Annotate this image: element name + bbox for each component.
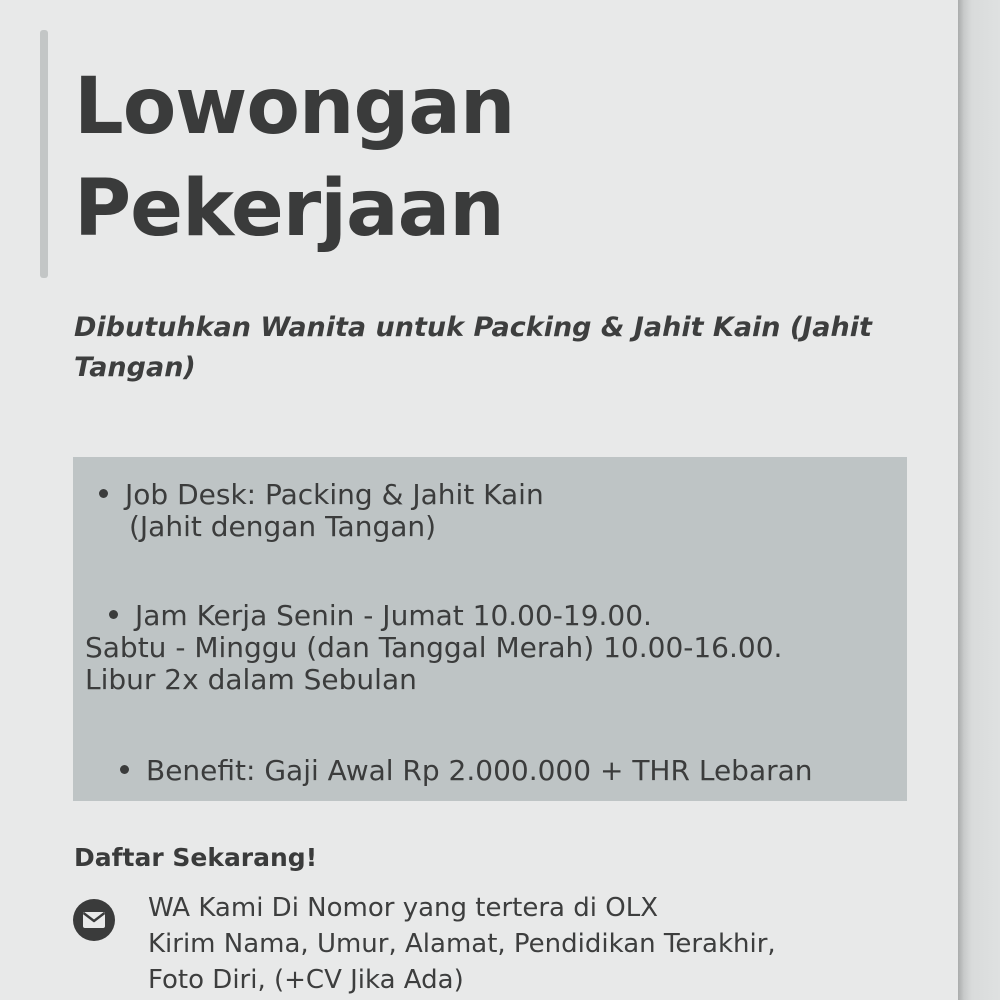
contact-instructions <box>148 890 776 998</box>
hours-line-1: Jam Kerja Senin - Jumat 10.00-19.00. <box>135 599 652 632</box>
contact-line-2: Kirim Nama, Umur, Alamat, Pendidikan Terakhir, <box>148 929 776 959</box>
bullet-benefit <box>120 765 129 774</box>
title-line-1: Lowongan <box>74 62 515 152</box>
hours-line-1-wrap <box>85 600 782 632</box>
job-desk-line-2: (Jahit dengan Tangan) <box>129 510 437 543</box>
contact-line-3: Foto Diri, (+CV Jika Ada) <box>148 965 464 995</box>
job-desk-line-1: Job Desk: Packing & Jahit Kain <box>125 478 544 511</box>
contact-line-1: WA Kami Di Nomor yang tertera di OLX <box>148 893 659 923</box>
mail-icon <box>73 899 115 941</box>
hours-line-3: Libur 2x dalam Sebulan <box>85 663 417 696</box>
page-edge-shadow <box>958 0 1000 1000</box>
bullet-job-desk <box>99 489 108 498</box>
detail-benefit <box>120 755 813 787</box>
bullet-hours <box>109 610 118 619</box>
job-subtitle: Dibutuhkan Wanita untuk Packing & Jahit Kain (Jahit Tangan) <box>74 312 872 383</box>
benefit-text: Benefit: Gaji Awal Rp 2.000.000 + THR Lebaran <box>146 754 813 787</box>
title-line-2: Pekerjaan <box>74 164 504 254</box>
detail-working-hours <box>85 600 782 696</box>
title-accent-bar <box>40 30 48 278</box>
cta-heading: Daftar Sekarang! <box>74 843 318 872</box>
job-details-box <box>73 457 907 801</box>
hours-line-2: Sabtu - Minggu (dan Tanggal Merah) 10.00-16.00. <box>85 631 783 664</box>
page-title <box>74 56 514 260</box>
detail-job-desk <box>99 479 544 543</box>
